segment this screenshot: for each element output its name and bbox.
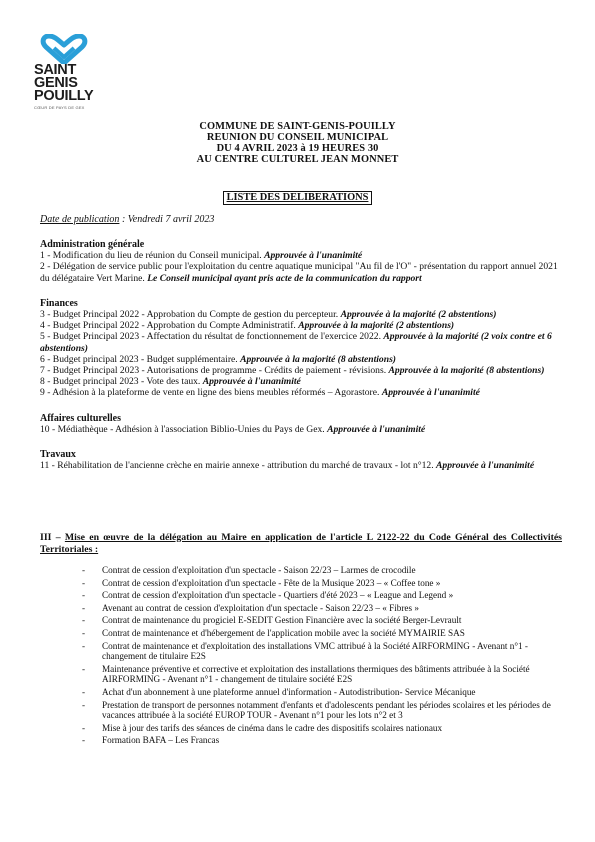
delegation-heading-prefix: III – (40, 532, 65, 543)
list-item: - Contrat de maintenance du progiciel E-SEDIT Gestion Financière avec la société Berger-Levrault (82, 615, 562, 626)
deliberation-item: 2 - Délégation de service public pour l'exploitation du centre aquatique municipal "Au fil de l'O" - présentation du rapport annuel 2021 du délégataire Vert Marine. Le Conseil municipal ayant pris acte de la communication du rapport (40, 261, 558, 284)
deliberation-result: Approuvée à l'unanimité (264, 250, 363, 262)
logo-tagline: CŒUR DE PAYS DE GEX (34, 105, 85, 110)
logo-text-line-3: POUILLY (34, 88, 94, 104)
list-item: - Formation BAFA – Les Francas (82, 735, 562, 746)
deliberation-result: Approuvée à la majorité (2 voix contre et 6 abstentions) (40, 331, 552, 354)
list-item: - Maintenance préventive et corrective et exploitation des installations thermiques des bâtiments attribuée à la Société AIRFORMING - Avenant n°1 - changement de titulaire société E2S (82, 664, 562, 685)
header-venue: AU CENTRE CULTUREL JEAN MONNET (196, 154, 399, 165)
deliberation-item: 1 - Modification du lieu de réunion du Conseil municipal. Approuvée à l'unanimité (40, 250, 363, 262)
list-item: - Contrat de cession d'exploitation d'un spectacle - Fête de la Musique 2023 – « Coffee tone » (82, 578, 562, 589)
section-administration (40, 239, 562, 284)
publication-date (40, 214, 214, 225)
deliberation-result: Approuvée à l'unanimité (202, 376, 301, 388)
heart-logo-icon (40, 34, 88, 64)
deliberation-result: Le Conseil municipal ayant pris acte de la communication du rapport (147, 272, 422, 284)
deliberation-item: 3 - Budget Principal 2022 - Approbation du Compte de gestion du percepteur. Approuvée à la majorité (2 abstentions) (40, 309, 497, 321)
list-item: - Contrat de maintenance et d'hébergement de l'application mobile avec la société MYMAIRIE SAS (82, 628, 562, 639)
header-commune: COMMUNE DE SAINT-GENIS-POUILLY (199, 121, 396, 132)
deliberation-item: 6 - Budget principal 2023 - Budget supplémentaire. Approuvée à la majorité (8 abstentions) (40, 353, 396, 365)
delegation-decisions-list (82, 565, 562, 748)
delegation-heading-title: Mise en œuvre de la délégation au Maire en application de l'article L 2122-22 du Code Général des Collectivités Territoriales : (40, 532, 562, 555)
logo-text-line-2: GENIS (34, 75, 78, 91)
deliberation-item: 8 - Budget principal 2023 - Vote des taux. Approuvée à l'unanimité (40, 376, 301, 388)
deliberation-result: Approuvée à l'unanimité (436, 460, 535, 472)
section-title: Administration générale (40, 239, 145, 250)
section-title: Travaux (40, 449, 76, 461)
list-item: - Mise à jour des tarifs des séances de cinéma dans le cadre des dispositifs scolaires nationaux (82, 723, 562, 734)
section-title: Affaires culturelles (40, 412, 122, 424)
publication-label: Date de publication (40, 214, 120, 225)
list-item: - Achat d'un abonnement à une plateforme annuel d'information - Autodistribution- Service Mécanique (82, 687, 562, 698)
deliberation-item: 10 - Médiathèque - Adhésion à l'association Biblio-Unies du Pays de Gex. Approuvée à l'unanimité (40, 423, 426, 435)
deliberation-result: Approuvée à la majorité (2 abstentions) (340, 309, 497, 321)
section-finances (40, 298, 562, 399)
document-header (0, 121, 595, 165)
section-title: Finances (40, 297, 78, 309)
city-logo (34, 34, 94, 110)
list-item: - Contrat de cession d'exploitation d'un spectacle - Quartiers d'été 2023 – « League and Legend » (82, 590, 562, 601)
section-works (40, 449, 562, 471)
deliberation-result: Approuvée à la majorité (8 abstentions) (388, 365, 545, 377)
deliberations-list (40, 239, 562, 471)
deliberation-result: Approuvée à la majorité (8 abstentions) (240, 353, 396, 365)
deliberation-item: 11 - Réhabilitation de l'ancienne crèche en mairie annexe - attribution du marché de travaux - lot n°12. Approuvée à l'unanimité (40, 460, 535, 472)
header-date: DU 4 AVRIL 2023 à 19 HEURES 30 (216, 143, 379, 154)
list-item: - Prestation de transport de personnes notamment d'enfants et d'adolescents pendant les périodes scolaires et les périodes de vacances attribuée à la société EUROP TOUR - Avenant n°1 pour les lots n°2 et 3 (82, 700, 562, 721)
deliberation-item: 4 - Budget Principal 2022 - Approbation du Compte Administratif. Approuvée à la majorité (2 abstentions) (40, 320, 455, 332)
deliberation-result: Approuvée à l'unanimité (327, 423, 426, 435)
header-meeting: REUNION DU CONSEIL MUNICIPAL (206, 132, 389, 143)
deliberation-item: 7 - Budget Principal 2023 - Autorisations de programme - Crédits de paiement - révisions. Approuvée à la majorité (8 abstentions) (40, 365, 545, 377)
logo-text-line-1: SAINT (34, 62, 77, 78)
deliberation-item: 9 - Adhésion à la plateforme de vente en ligne des biens meubles réformés – Agorastore. Approuvée à l'unanimité (40, 387, 480, 399)
list-item: - Contrat de cession d'exploitation d'un spectacle - Saison 22/23 – Larmes de crocodile (82, 565, 562, 576)
list-item: - Contrat de maintenance et d'exploitation des installations VMC attribué à la Société AIRFORMING - Avenant n°1 - changement de titulaire E2S (82, 641, 562, 662)
delegation-heading (40, 532, 562, 555)
section-cultural-affairs (40, 413, 562, 435)
deliberation-result: Approuvée à la majorité (2 abstentions) (298, 320, 455, 332)
deliberation-item: 5 - Budget Principal 2023 - Affectation du résultat de fonctionnement de l'exercice 2022. Approuvée à la majorité (2 voix contre et 6 abstentions) (40, 331, 552, 354)
publication-value: : Vendredi 7 avril 2023 (119, 214, 215, 225)
list-item: - Avenant au contrat de cession d'exploitation d'un spectacle - Saison 22/23 – « Fibres » (82, 603, 562, 614)
list-title-box (0, 187, 595, 205)
list-title: LISTE DES DELIBERATIONS (223, 191, 373, 205)
deliberation-result: Approuvée à l'unanimité (381, 387, 480, 399)
